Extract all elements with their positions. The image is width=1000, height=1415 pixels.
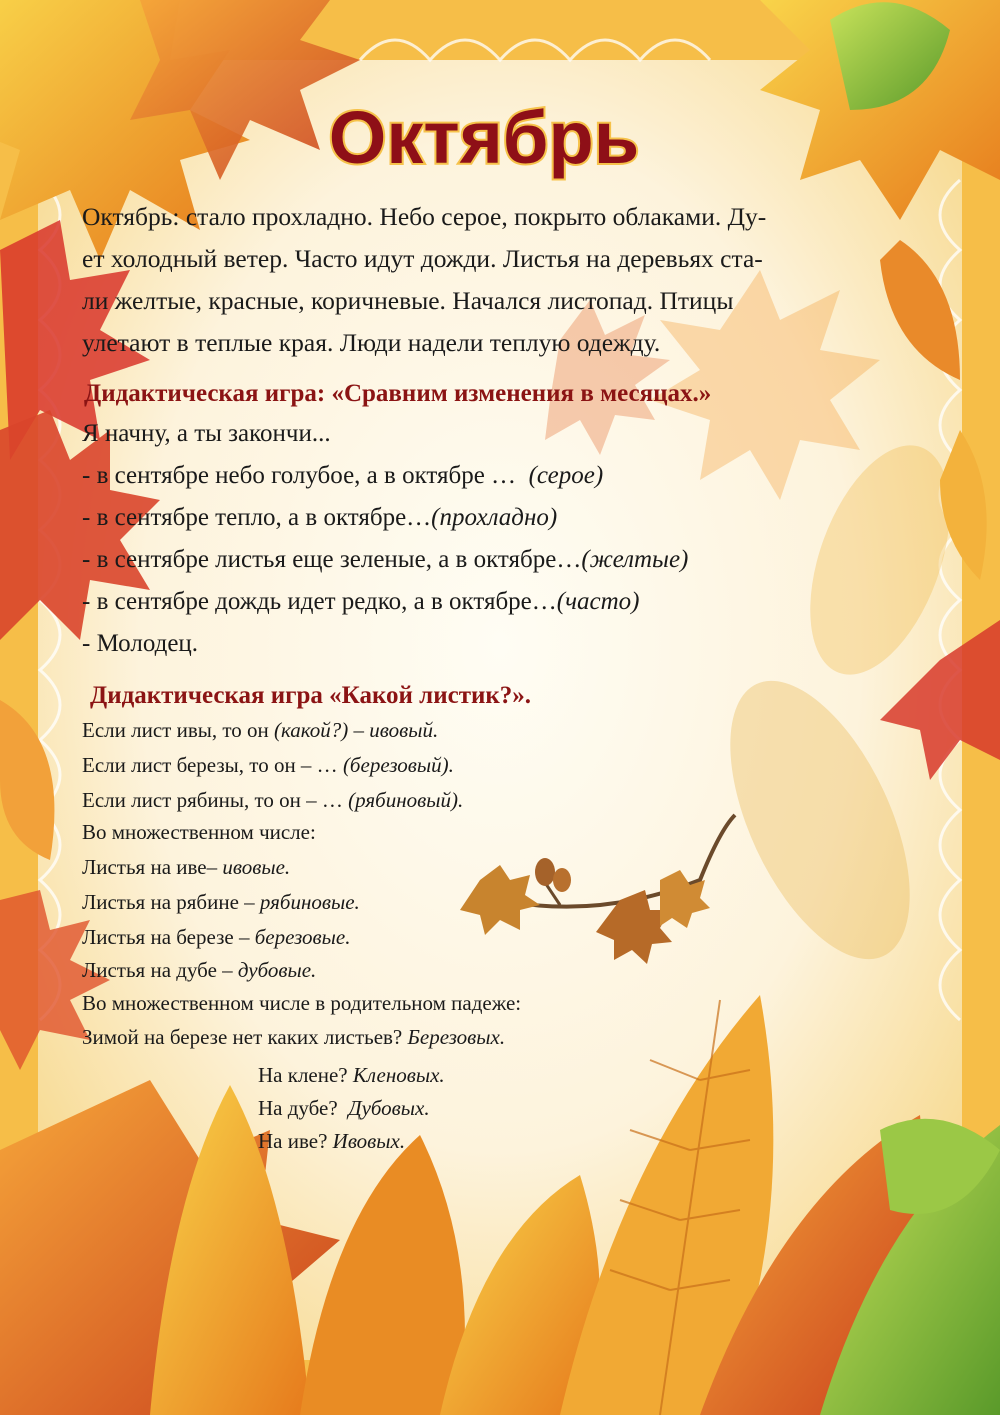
game2-row <box>82 958 316 983</box>
row-text: Во множественном числе в родительном падеже: <box>82 991 522 1015</box>
item-text: - в сентябре листья еще зеленые, а в октябре… <box>82 546 582 573</box>
row-text: На клене? <box>258 1063 353 1087</box>
row-answer: Дубовых. <box>348 1096 430 1120</box>
game2-indented-row <box>258 1063 445 1088</box>
intro-line: ет холодный ветер. Часто идут дожди. Листья на деревьях ста- <box>82 244 763 273</box>
item-text: - в сентябре дождь идет редко, а в октябре… <box>82 588 557 615</box>
game2-row <box>82 855 290 880</box>
game1-item <box>82 546 688 574</box>
game2-row <box>82 820 316 845</box>
row-answer: рябиновые. <box>259 890 360 914</box>
row-text: Листья на дубе – <box>82 958 238 982</box>
intro-line: Октябрь: стало прохладно. Небо серое, покрыто облаками. Ду- <box>82 202 767 231</box>
row-text: На дубе? <box>258 1096 349 1120</box>
row-text: Во множественном числе: <box>82 820 316 844</box>
game2-indented-row <box>258 1129 405 1154</box>
game1-item <box>82 504 557 532</box>
row-answer: Кленовых. <box>352 1063 445 1087</box>
game2-row <box>82 788 463 813</box>
row-answer: (рябиновый). <box>348 788 464 812</box>
row-answer: (какой?) – ивовый. <box>273 718 439 742</box>
page-title <box>0 95 1000 195</box>
row-answer: березовые. <box>254 925 351 949</box>
item-answer: (серое) <box>528 462 604 489</box>
item-text: - в сентябре тепло, а в октябре… <box>82 504 432 531</box>
row-answer: Березовых. <box>407 1025 506 1049</box>
row-text: Листья на рябине – <box>82 890 260 914</box>
game2-row <box>82 925 350 950</box>
game1-intro-line: Я начну, а ты закончи... <box>82 420 331 447</box>
game1-heading: Дидактическая игра: «Сравним изменения в месяцах.» <box>84 380 712 407</box>
intro-line: ли желтые, красные, коричневые. Начался листопад. Птицы <box>82 286 734 315</box>
row-text: Если лист березы, то он – … <box>82 753 343 777</box>
item-text: - в сентябре небо голубое, а в октябре … <box>82 462 517 489</box>
row-text: Если лист ивы, то он <box>82 718 274 742</box>
intro-line: улетают в теплые края. Люди надели теплую одежду. <box>82 328 661 357</box>
game2-row <box>82 991 521 1016</box>
row-text: Листья на иве– <box>82 855 223 879</box>
game2-row <box>82 753 454 778</box>
intro-paragraph <box>82 196 766 364</box>
row-answer: дубовые. <box>237 958 317 982</box>
item-answer: (прохладно) <box>431 504 558 531</box>
game1-item <box>82 588 640 616</box>
row-text: Листья на березе – <box>82 925 255 949</box>
game1-item <box>82 462 603 490</box>
row-answer: Ивовых. <box>332 1129 406 1153</box>
row-text: Зимой на березе нет каких листьев? <box>82 1025 408 1049</box>
title-text: Октябрь <box>328 96 640 179</box>
game2-row <box>82 1025 505 1050</box>
row-answer: (березовый). <box>342 753 454 777</box>
game2-indented-row <box>258 1096 430 1121</box>
game2-row <box>82 890 360 915</box>
game1-closing: - Молодец. <box>82 630 199 657</box>
item-answer: (желтые) <box>581 546 689 573</box>
item-answer: (часто) <box>556 588 640 615</box>
game2-row <box>82 718 438 743</box>
row-text: На иве? <box>258 1129 333 1153</box>
row-text: Если лист рябины, то он – … <box>82 788 349 812</box>
row-answer: ивовые. <box>222 855 291 879</box>
game2-heading: Дидактическая игра «Какой листик?». <box>90 682 532 709</box>
